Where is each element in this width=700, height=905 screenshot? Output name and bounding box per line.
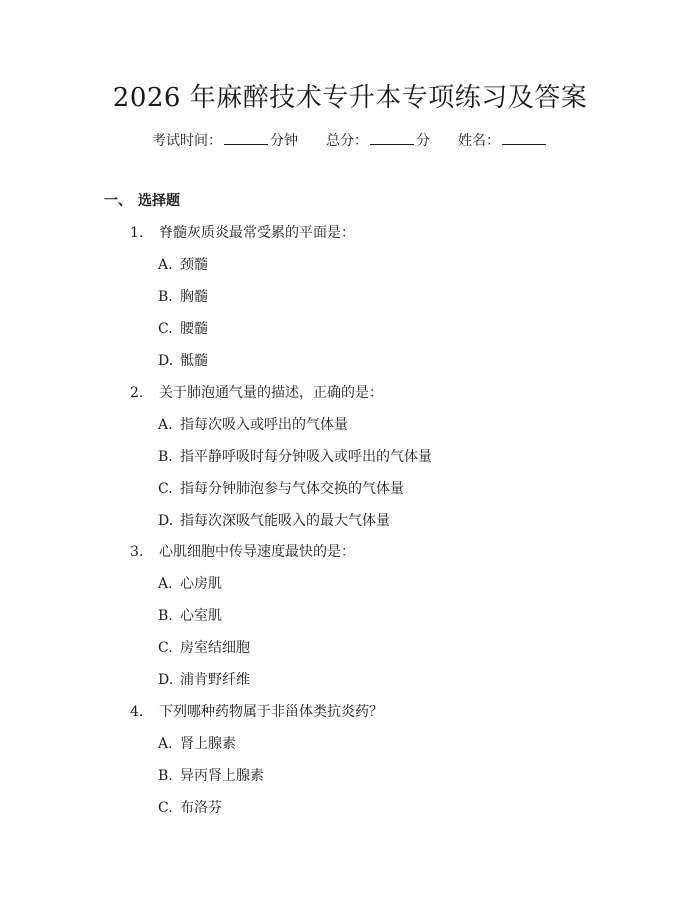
score-unit: 分 bbox=[416, 133, 430, 149]
question-text: 关于肺泡通气量的描述，正确的是： bbox=[159, 385, 383, 401]
time-label: 考试时间： bbox=[152, 133, 222, 149]
option-2c: C. 指每分钟肺泡参与气体交换的气体量 bbox=[158, 481, 404, 497]
question-text: 心肌细胞中传导速度最快的是： bbox=[159, 544, 355, 560]
option-4c: C. 布洛芬 bbox=[158, 800, 222, 816]
option-1b: B. 胸髓 bbox=[158, 289, 208, 305]
name-blank bbox=[502, 130, 546, 145]
time-unit: 分钟 bbox=[270, 133, 298, 149]
option-4b: B. 异丙肾上腺素 bbox=[158, 768, 264, 784]
exam-info-line bbox=[0, 130, 700, 152]
option-2b: B. 指平静呼吸时每分钟吸入或呼出的气体量 bbox=[158, 449, 432, 465]
option-3a: A. 心房肌 bbox=[158, 576, 222, 592]
question-3 bbox=[130, 541, 355, 563]
option-2d: D. 指每次深吸气能吸入的最大气体量 bbox=[158, 513, 390, 529]
question-number: 1. bbox=[130, 225, 144, 241]
time-blank bbox=[224, 130, 268, 145]
question-number: 2. bbox=[130, 385, 144, 401]
section-number: 一、 bbox=[104, 193, 132, 209]
score-label: 总分： bbox=[326, 133, 368, 149]
question-text: 下列哪种药物属于非甾体类抗炎药？ bbox=[159, 704, 383, 720]
option-3c: C. 房室结细胞 bbox=[158, 640, 250, 656]
question-1 bbox=[130, 222, 355, 244]
option-4a: A. 肾上腺素 bbox=[158, 736, 236, 752]
option-1a: A. 颈髓 bbox=[158, 257, 208, 273]
section-title: 选择题 bbox=[138, 193, 180, 209]
option-2a: A. 指每次吸入或呼出的气体量 bbox=[158, 417, 348, 433]
question-2 bbox=[130, 382, 383, 404]
question-number: 4. bbox=[130, 704, 144, 720]
option-1d: D. 骶髓 bbox=[158, 353, 208, 369]
question-text: 脊髓灰质炎最常受累的平面是： bbox=[159, 225, 355, 241]
question-4 bbox=[130, 701, 383, 723]
option-3d: D. 浦肯野纤维 bbox=[158, 672, 250, 688]
name-label: 姓名： bbox=[458, 133, 500, 149]
question-number: 3. bbox=[130, 544, 144, 560]
option-3b: B. 心室肌 bbox=[158, 608, 222, 624]
score-blank bbox=[370, 130, 414, 145]
page-title: 2026 年麻醉技术专升本专项练习及答案 bbox=[112, 83, 588, 113]
section-heading bbox=[104, 190, 180, 212]
option-1c: C. 腰髓 bbox=[158, 321, 208, 337]
